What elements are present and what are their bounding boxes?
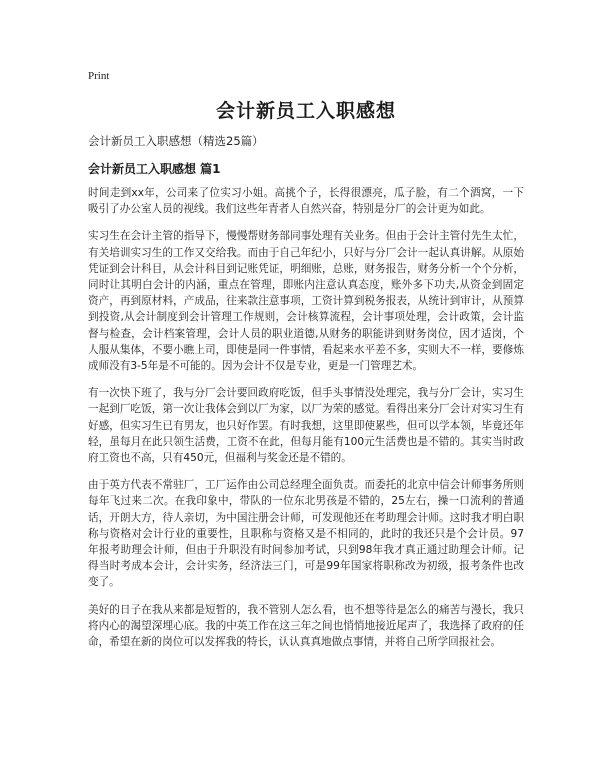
document-title: 会计新员工入职感想	[215, 100, 396, 122]
paragraph-2: 实习生在会计主管的指导下，慢慢帮财务部同事处理有关业务。但由于会计主管付先生太忙，有关培训实习生的工作又交给我。而由于自己年纪小，只好与分厂会计一起认真讲解。从原始凭证到会计科目，从会计科目到记账凭证，明细账，总账，财务报告，财务分析一个个分析，同时让其明白会计的内涵，重点在管理，即账内注意认真态度，账外多下功夫,从资金到固定资产，再到原材料，产成品，往来款注意事项，工资计算到税务报表，从统计到审计，从预算到投资,从会计制度到会计管理工作规则，会计核算流程，会计事项处理，会计政策，会计监督与检查，会计档案管理，会计人员的职业道德,从财务的职能讲到财务岗位，因才适岗，个人服从集体，不要小瞧上司，即使是同一件事情，看起来水平差不多，实则大不一样，要修炼成师没有3-5年是不可能的。因为会计不仅是专业，更是一门管理艺术。	[88, 230, 524, 373]
paragraph-5: 美好的日子在我从来都是短暂的，我不管别人怎么看，也不想等待是怎么的痛苦与漫长，我只将内心的渴望深埋心底。我的中英工作在这三年之间也悄悄地接近尾声了，我选择了政府的任命，希望在新的岗位可以发挥我的特长，认认真真地做点事情，并将自己所学回报社会。	[88, 603, 524, 649]
document-subtitle: 会计新员工入职感想（精选25篇）	[88, 134, 264, 148]
document-body	[88, 185, 524, 661]
print-label: Print	[88, 70, 110, 82]
paragraph-4: 由于英方代表不常驻厂，工厂运作由公司总经理全面负责。而委托的北京中信会计师事务所则每年飞过来二次。在我印象中，带队的一位东北男孩是不错的，25左右，操一口流利的普通话，开朗大方，待人亲切，为中国注册会计师，可发现他还在考助理会计师。这时我才明白职称与资格对会计行业的重要性，且职称与资格又是不相同的，此时的我还只是个会计员。97年报考助理会计师，但由于升职没有时间参加考试，只到98年我才真正通过助理会计师。记得当时考成本会计，会计实务，经济法三门，可是99年国家将职称改为初级，报考条件也改变了。	[88, 479, 524, 589]
section-heading: 会计新员工入职感想 篇1	[88, 162, 221, 176]
paragraph-3: 有一次快下班了，我与分厂会计要回政府吃饭，但手头事情没处理完，我与分厂会计，实习生一起到厂吃饭，第一次让我体会到以厂为家，以厂为荣的感觉。看得出来分厂会计对实习生有好感，但实习生已有男友，也只好作罢。有时我想，这里即使累些，但可以学本领，毕竟还年轻，虽每月在此只领生活费，工资不在此，但每月能有100元生活费也是不错的。其实当时政府工资也不高，只有450元，但福利与奖金还是不错的。	[88, 387, 524, 465]
paragraph-1: 时间走到xx年，公司来了位实习小姐。高挑个子，长得很漂亮，瓜子脸，有二个酒窝，一下吸引了办公室人员的视线。我们这些年青者人自然兴奋，特别是分厂的会计更为如此。	[88, 187, 524, 216]
